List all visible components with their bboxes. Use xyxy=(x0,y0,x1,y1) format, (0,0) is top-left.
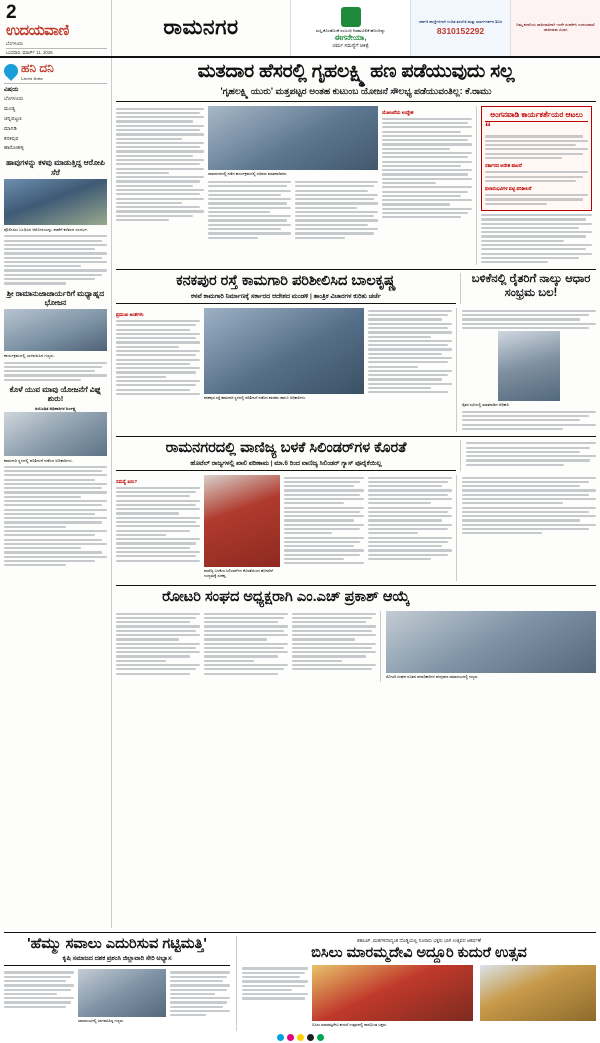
edition-date: ಬುಧವಾರ, ಮಾರ್ಚ್ 11, 2026 xyxy=(6,48,107,55)
rotary-headline: ರೋಟರಿ ಸಂಘದ ಅಧ್ಯಕ್ಷರಾಗಿ ಎಂ.ಎಚ್ ಪ್ರಕಾಶ್ ಆಯ್ಕೆ xyxy=(162,589,410,606)
sidebar-story2-text xyxy=(4,362,107,381)
sidebar-item-kanakapura[interactable]: ಕನಕಪುರ xyxy=(4,135,19,142)
registration-dot-green xyxy=(317,1034,324,1041)
rotary-col-3 xyxy=(292,611,376,682)
kanakapura-subhead: ಕಳಪೆ ಕಾಮಗಾರಿ ನಿರ್ಮಾಣಕ್ಕೆ ಸರ್ಕಾರದ ಆದೇಶದ ಮಂಡಳಿ | ತಾಂತ್ರಿಕ ವಿಚಾರಗಳ ಕುರಿತು ಚರ್ಚೆ xyxy=(116,293,456,304)
bottom-left-headline: 'ಹೆಮ್ಮು ಸವಾಲು ಎದುರಿಸುವ ಗಟ್ಟಿಮತ್ತಿ' xyxy=(27,936,207,952)
publication-logo: ಉದಯವಾಣಿ xyxy=(6,22,69,39)
rotary-photo-col xyxy=(380,611,596,682)
sidebar-story3-title: ಕೊಳೆ ಯುವ ಮಾವು ಯೋಜನೆಗೆ ವಿಘ್ನ ಶುರು! xyxy=(9,384,102,404)
lead-col4-text xyxy=(481,214,592,263)
sidebar-story2-title: ಶ್ರೀ ರಾಮಾನುಜಾಚಾರ್ಯರಿಗೆ ಮಧ್ಯಾಹ್ನದ ಭೋಜನ xyxy=(6,288,105,307)
quote-icon: “ xyxy=(485,119,491,134)
cylinder-col-5 xyxy=(456,475,596,582)
bottom-left-caption: ಸಮಾರಂಭದಲ್ಲಿ ಭಾಗವಹಿಸಿದ್ದ ಗಣ್ಯರು. xyxy=(78,1019,125,1024)
cylinder-photo xyxy=(204,475,280,567)
sidebar-item-harohalli[interactable]: ಹಾರೋಹಳ್ಳಿ xyxy=(4,145,24,152)
bottom-left-col-3 xyxy=(170,969,230,1026)
ad-banner-red[interactable] xyxy=(510,0,600,56)
kanakapura-bullet-head: ಪ್ರಮುಖ ಅಂಶಗಳು xyxy=(116,311,144,317)
farmer-photo xyxy=(498,331,560,401)
sidebar-brand xyxy=(4,61,107,84)
bottom-left-story xyxy=(4,936,230,1031)
cylinder-col-3 xyxy=(284,475,364,582)
ad-red-text: ನಿಮ್ಮ ಕಂಪನಿಯ ಜಾಹೀರಾತಿಗಾಗಿ ಇಂದೇ ಸಂಪರ್ಕಿಸಿ ಉದಯವಾಣಿ ಜಾಹೀರಾತು ವಿಭಾಗ xyxy=(516,23,595,32)
lead-bullet-head: ಯೋಜನೆಯ ಉದ್ದೇಶ xyxy=(382,109,414,115)
registration-dot-cyan xyxy=(277,1034,284,1041)
sidebar-story3-photo xyxy=(4,412,107,456)
cylinder-col-4 xyxy=(368,475,452,582)
rotary-col-1 xyxy=(116,611,200,682)
sidebar-story1-text xyxy=(4,235,107,284)
sidebar-story2-caption: ಕಾರ್ಯಕ್ರಮದಲ್ಲಿ ಭಾಗವಹಿಸಿದ ಗಣ್ಯರು. xyxy=(4,353,55,359)
farmer-headline: ಬಳಿಕೆನಲ್ಲಿ ರೈತರಿಗೆ ನಾಲ್ಕು ಆಧಾರ ಸಂಭ್ರಮ ಬಲ! xyxy=(471,273,591,300)
sidebar-item-bengaluru[interactable]: ಬೆಂಗಳೂರು xyxy=(4,96,24,102)
masthead-ads xyxy=(290,0,600,56)
lead-headline: ಮತದಾರ ಹೆಸರಲ್ಲಿ ಗೃಹಲಕ್ಷ್ಮಿ ಹಣ ಪಡೆಯುವುದು ಸಲ್ಲ xyxy=(197,61,515,82)
rotary-col-2 xyxy=(204,611,288,682)
rotary-columns xyxy=(116,611,596,682)
lead-col-4 xyxy=(476,106,592,266)
sidebar-brand-title: ಹನಿ ದನಿ xyxy=(21,61,54,75)
bottom-right-caption: ಬಿಸಿಲು ಮಾರಮ್ಮದೇವಿ ಕುದುರೆ ಉತ್ಸವದಲ್ಲಿ ಪಾಲ್ಗೊಂಡ ಭಕ್ತರು. xyxy=(312,1023,388,1028)
cylinder-caption: ವಾಣಿಜ್ಯ ಬಳಕೆಯ ಸಿಲಿಂಡರ್‌ಗಳ ಕೊರತೆಯಿಂದ ಹೋಟೆಲ್ ಉದ್ಯಮಕ್ಕೆ ಸಂಕಷ್ಟ. xyxy=(204,568,274,578)
page-body xyxy=(0,58,600,928)
bottom-band xyxy=(0,932,600,1031)
anganwadi-bullet-1: ಸರ್ಕಾರದ ಆದೇಶ ಪಾಲನೆ xyxy=(485,163,522,169)
bottom-right-subhead: ಶಹಬಜ್, ಮಹಗಳಿದಾದ್ಯಂತ ದೊಡ್ಡಿಯಲ್ಲಿ ನೂರಾರು ಭಕ್ತರು ಭಾಗಿ ಉತ್ಸವದ ಆಕರ್ಷಣೆ xyxy=(357,938,481,943)
cylinder-col-1 xyxy=(116,475,200,582)
cylinder-subhead: ಹೊಟೆಲ್ ರಾಜ್ಯಗಳಲ್ಲಿ ಖಾಲಿ ಪರಿಣಾಮ | ಮಾ.6 ರಿಂದ ವಾಣಿಜ್ಯ ಸಿಲಿಂಡರ್ ಗ್ಯಾಸ್ ಪೂರೈಕೆಯಿಲ್ಲ xyxy=(116,460,456,471)
page-number: 2 xyxy=(6,2,17,23)
sidebar xyxy=(0,58,112,928)
lead-photo-caption: ರಾಮನಗರದಲ್ಲಿ ನಡೆದ ಕಾರ್ಯಕ್ರಮದಲ್ಲಿ ಸಚಿವರು ಮಾತನಾಡಿದರು. xyxy=(208,171,288,176)
sidebar-item-list xyxy=(4,95,107,154)
lead-subhead: 'ಗೃಹಲಕ್ಷ್ಮಿ ಯುರು' ಮತ್ತಪಟ್ಟರ ಅಂತಹ ಕುಟುಂಬ ಯೋಜನೆ ಸೌಲಭ್ಯ ಪಡೆಯುವಂತಿಲ್ಲ: ಕೆ.ರಾಮು xyxy=(116,86,596,102)
anganwadi-box xyxy=(481,106,592,212)
color-registration-bar xyxy=(0,1031,600,1043)
anganwadi-box-title: ಅಂಗನವಾಡಿ ಕಾರ್ಯಕರ್ತೆಯರ ಆಟಲು xyxy=(485,110,588,122)
sidebar-story3-text xyxy=(4,466,107,567)
sidebar-story2-photo xyxy=(4,309,107,351)
rotary-story xyxy=(116,585,596,682)
rotary-caption: ರೋಟರಿ ಸಂಘದ ನೂತನ ಪದಾಧಿಕಾರಿಗಳ ಪದಗ್ರಹಣ ಸಮಾರಂಭದಲ್ಲಿ ಗಣ್ಯರು. xyxy=(386,674,479,679)
registration-dot-black xyxy=(307,1034,314,1041)
sidebar-story1-photo xyxy=(4,179,107,225)
rotary-photo xyxy=(386,611,596,673)
bottom-left-photo xyxy=(78,969,166,1017)
sidebar-story3-sub: ಸಂಬಂಧಿತ ಅಧಿಕಾರಿಗಳ ನಿರ್ಲಕ್ಷ್ಯ xyxy=(35,405,76,411)
registration-dot-magenta xyxy=(287,1034,294,1041)
bottom-right-photo-col xyxy=(312,965,596,1030)
lead-photo xyxy=(208,106,378,170)
sidebar-section-label: ವಿಷಯ xyxy=(4,87,19,93)
anganwadi-bullet-2: ಫಲಾನುಭವಿಗಳ ಪಟ್ಟಿ ಪರಿಶೀಲನೆ xyxy=(485,186,532,191)
ad-green-line1: ಸುಸ್ತಿ,ಕೊಂಡೊಂಕೆ ಸಂಬಂಧಿ ಗಿಡಮೂಲಿಕೆ ಹೊಂದಿದ್ದು xyxy=(315,28,386,34)
sidebar-item-magadi[interactable]: ಮಾಗಡಿ xyxy=(4,125,17,132)
lead-col-2 xyxy=(208,106,378,266)
cylinder-headline: ರಾಮನಗರದಲ್ಲಿ ವಾಣಿಜ್ಯ ಬಳಕೆ ಸಿಲಿಂಡರ್‌ಗಳ ಕೊರತೆ xyxy=(165,440,407,457)
second-band-columns xyxy=(116,308,596,432)
edition-title: ರಾಮನಗರ xyxy=(163,16,239,39)
sidebar-story1-title: ಹಾವುಗಳನ್ನು ಕಳವು ಮಾಡುತ್ತಿದ್ದ ಆರೋಪಿ ಸೆರೆ xyxy=(6,158,105,177)
publication-sub: ಬೆಂಗಳೂರು xyxy=(6,40,24,46)
cylinder-bullet-head: ಸಮಸ್ಯೆ ಏನು? xyxy=(116,478,138,484)
second-band xyxy=(116,269,596,432)
leaf-icon xyxy=(341,7,361,27)
ad-phone-number[interactable]: 8310152292 xyxy=(436,25,485,36)
festival-photo-1 xyxy=(312,965,473,1021)
bottom-left-col-1 xyxy=(4,969,74,1026)
bottom-right-col-1 xyxy=(242,965,308,1030)
farmer-caption: ರೈತರ ಸಭೆಯಲ್ಲಿ ಮಾತನಾಡಿದ ಅಧಿಕಾರಿ. xyxy=(462,403,510,408)
kanakapura-col-3 xyxy=(368,308,452,432)
masthead-identity xyxy=(0,0,112,56)
lead-col-3 xyxy=(382,106,472,266)
kanakapura-caption: ಕನಕಪುರ ರಸ್ತೆ ಕಾಮಗಾರಿ ಸ್ಥಳದಲ್ಲಿ ಪರಿಶೀಲನೆ ನಡೆಸಿದ ಶಾಸಕರು ಹಾಗೂ ಅಧಿಕಾರಿಗಳು. xyxy=(204,395,307,400)
sidebar-story1-caption: ಪೊಲೀಸರು ಬಂಧಿಸಿದ ಆರೋಪಿಯನ್ನು ಠಾಣೆಗೆ ಕರೆತಂದ ಸಂದರ್ಭ. xyxy=(4,227,89,233)
festival-photo-2 xyxy=(480,965,596,1021)
registration-dot-yellow xyxy=(297,1034,304,1041)
cylinder-photo-col xyxy=(204,475,280,582)
kanakapura-headline: ಕನಕಪುರ ರಸ್ತೆ ಕಾಮಗಾರಿ ಪರಿಶೀಲಿಸಿದ ಬಾಲಕೃಷ್ಣ xyxy=(176,273,396,290)
sidebar-item-mandya[interactable]: ಮಂಡ್ಯ xyxy=(4,105,16,112)
anganwadi-text-3 xyxy=(485,194,588,205)
sidebar-item-channapatna[interactable]: ಚನ್ನಪಟ್ಟಣ xyxy=(4,115,22,122)
water-drop-icon xyxy=(1,61,21,81)
ad-green-line2: ಈಗನೇಯಾ, xyxy=(334,33,367,43)
lead-story xyxy=(116,61,596,265)
bottom-right-headline: ಬಿಸಿಲು ಮಾರಮ್ಮದೇವಿ ಅದ್ದೂರಿ ಕುದುರೆ ಉತ್ಸವ xyxy=(311,945,527,961)
kanakapura-photo-col xyxy=(204,308,364,432)
kanakapura-photo xyxy=(204,308,364,394)
bottom-left-photo-col xyxy=(78,969,166,1026)
bottom-right-story xyxy=(236,936,596,1031)
cylinder-story xyxy=(116,436,596,581)
ad-green-line3: ಚರ್ಮ ಸಮಸ್ಯೆಗೆ ಚಿಕಿತ್ಸೆ xyxy=(332,42,369,49)
kanakapura-col-1 xyxy=(116,308,200,432)
anganwadi-box-text xyxy=(485,119,588,159)
anganwadi-text-2 xyxy=(485,171,588,182)
ad-banner-blue[interactable] xyxy=(410,0,510,56)
cylinder-side-col xyxy=(460,440,596,470)
farmer-col xyxy=(456,308,596,432)
cylinder-columns xyxy=(116,475,596,582)
ad-banner-green[interactable] xyxy=(290,0,410,56)
lead-col-1 xyxy=(116,106,204,266)
lead-story-columns xyxy=(116,106,596,266)
bottom-left-subhead: ಕೃಷಿ ಸಮಾಜದ ದಶಕ ಪ್ರಶಂಸಿ ಜಿಲ್ಲಾವಾರಿ ಸೇರಿ ಅಭ್ಯಾಸ xyxy=(4,955,230,966)
sidebar-story3-caption: ಕಾಮಗಾರಿ ಸ್ಥಳದಲ್ಲಿ ಪರಿಶೀಲನೆ ನಡೆಸಿದ ಅಧಿಕಾರಿಗಳು. xyxy=(4,457,73,463)
masthead xyxy=(0,0,600,58)
ad-blue-text: ಸರ್ಕಾರಿ ಹುದ್ದೆಗಳಿಗಾಗಿ ಉಚಿತ ತರಬೇತಿ ಮತ್ತು ಮಾರ್ಗದರ್ಶನ ಶಿಬಿರ xyxy=(418,19,503,25)
edition-title-wrap xyxy=(112,0,290,56)
sidebar-brand-sub: ಓದುಗರ ಅಂಕಣ xyxy=(21,76,43,81)
main-content xyxy=(112,58,600,928)
